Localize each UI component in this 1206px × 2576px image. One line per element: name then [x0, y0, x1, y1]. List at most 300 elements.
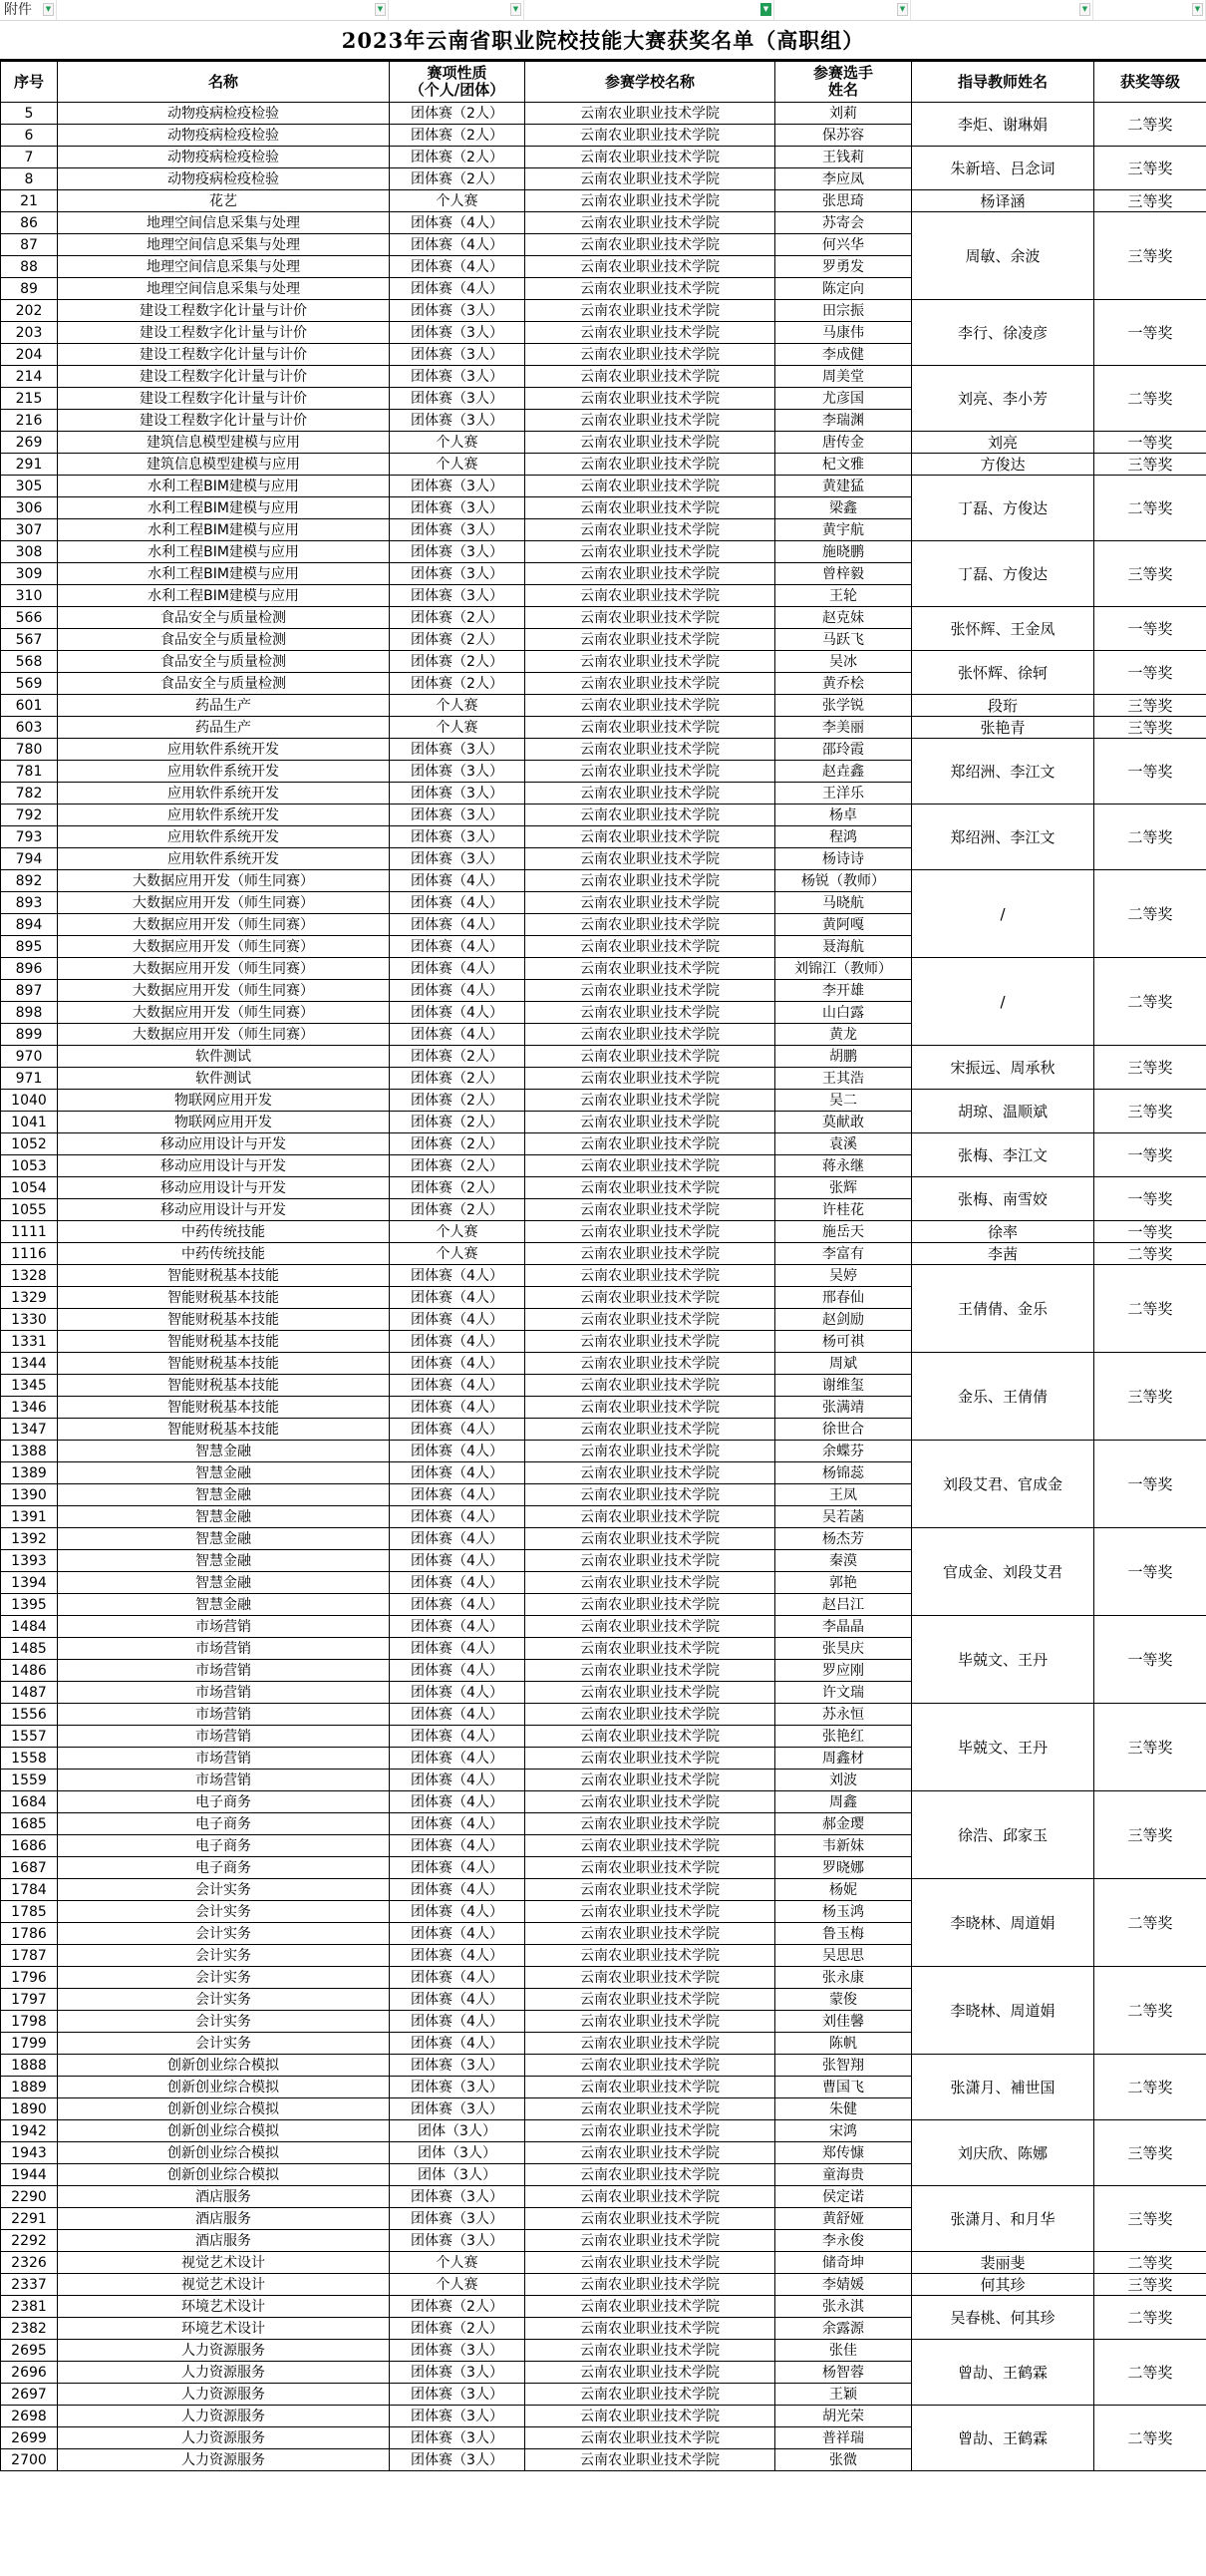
- cell-school[interactable]: 云南农业职业技术学院: [525, 344, 775, 366]
- cell-event-type[interactable]: 团体赛（4人）: [390, 1616, 525, 1638]
- cell-school[interactable]: 云南农业职业技术学院: [525, 190, 775, 212]
- cell-school[interactable]: 云南农业职业技术学院: [525, 1770, 775, 1791]
- cell-teacher[interactable]: 胡琼、温顺斌: [912, 1090, 1094, 1133]
- cell-event-name[interactable]: 市场营销: [58, 1660, 390, 1682]
- cell-index[interactable]: 1785: [1, 1901, 58, 1923]
- cell-index[interactable]: 1784: [1, 1879, 58, 1901]
- cell-index[interactable]: 1389: [1, 1462, 58, 1484]
- cell-contestant[interactable]: 黄建猛: [775, 476, 912, 497]
- cell-contestant[interactable]: 余露源: [775, 2318, 912, 2340]
- cell-teacher[interactable]: 张梅、南雪姣: [912, 1177, 1094, 1221]
- cell-school[interactable]: 云南农业职业技术学院: [525, 1419, 775, 1441]
- cell-school[interactable]: 云南农业职业技术学院: [525, 1309, 775, 1331]
- cell-event-name[interactable]: 会计实务: [58, 1879, 390, 1901]
- cell-event-type[interactable]: 团体赛（4人）: [390, 1901, 525, 1923]
- cell-event-type[interactable]: 团体赛（3人）: [390, 2208, 525, 2230]
- cell-school[interactable]: 云南农业职业技术学院: [525, 629, 775, 651]
- cell-event-type[interactable]: 团体赛（4人）: [390, 1857, 525, 1879]
- cell-school[interactable]: 云南农业职业技术学院: [525, 1441, 775, 1462]
- cell-event-name[interactable]: 酒店服务: [58, 2208, 390, 2230]
- cell-event-name[interactable]: 药品生产: [58, 717, 390, 739]
- cell-index[interactable]: 307: [1, 519, 58, 541]
- cell-index[interactable]: 2337: [1, 2274, 58, 2296]
- cell-contestant[interactable]: 徐世合: [775, 1419, 912, 1441]
- cell-event-type[interactable]: 团体赛（4人）: [390, 914, 525, 936]
- cell-school[interactable]: 云南农业职业技术学院: [525, 1791, 775, 1813]
- cell-event-type[interactable]: 团体赛（4人）: [390, 1638, 525, 1660]
- cell-school[interactable]: 云南农业职业技术学院: [525, 2427, 775, 2449]
- cell-event-name[interactable]: 动物疫病检疫检验: [58, 168, 390, 190]
- cell-event-name[interactable]: 智慧金融: [58, 1506, 390, 1528]
- cell-contestant[interactable]: 王其浩: [775, 1068, 912, 1090]
- cell-award[interactable]: 三等奖: [1094, 2186, 1206, 2252]
- cell-school[interactable]: 云南农业职业技术学院: [525, 870, 775, 892]
- cell-event-name[interactable]: 智能财税基本技能: [58, 1353, 390, 1375]
- cell-contestant[interactable]: 张佳: [775, 2340, 912, 2362]
- cell-contestant[interactable]: 黄龙: [775, 1024, 912, 1046]
- filter-dropdown-icon[interactable]: ▼: [510, 3, 521, 16]
- cell-event-name[interactable]: 环境艺术设计: [58, 2318, 390, 2340]
- cell-event-name[interactable]: 市场营销: [58, 1616, 390, 1638]
- cell-event-name[interactable]: 电子商务: [58, 1857, 390, 1879]
- cell-contestant[interactable]: 张智翔: [775, 2055, 912, 2077]
- cell-teacher[interactable]: 毕兢文、王丹: [912, 1616, 1094, 1704]
- cell-contestant[interactable]: 田宗振: [775, 300, 912, 322]
- cell-contestant[interactable]: 张辉: [775, 1177, 912, 1199]
- cell-event-name[interactable]: 水利工程BIM建模与应用: [58, 476, 390, 497]
- cell-teacher[interactable]: 郑绍洲、李江文: [912, 805, 1094, 870]
- cell-teacher[interactable]: 金乐、王倩倩: [912, 1353, 1094, 1441]
- cell-index[interactable]: 21: [1, 190, 58, 212]
- cell-event-type[interactable]: 个人赛: [390, 2252, 525, 2274]
- cell-school[interactable]: 云南农业职业技术学院: [525, 2033, 775, 2055]
- cell-index[interactable]: 2290: [1, 2186, 58, 2208]
- cell-event-name[interactable]: 动物疫病检疫检验: [58, 125, 390, 147]
- cell-school[interactable]: 云南农业职业技术学院: [525, 300, 775, 322]
- cell-school[interactable]: 云南农业职业技术学院: [525, 519, 775, 541]
- cell-award[interactable]: 二等奖: [1094, 2406, 1206, 2471]
- cell-teacher[interactable]: 毕兢文、王丹: [912, 1704, 1094, 1791]
- cell-contestant[interactable]: 邢春仙: [775, 1287, 912, 1309]
- cell-contestant[interactable]: 周斌: [775, 1353, 912, 1375]
- cell-contestant[interactable]: 童海贵: [775, 2164, 912, 2186]
- cell-award[interactable]: 二等奖: [1094, 870, 1206, 958]
- cell-event-name[interactable]: 移动应用设计与开发: [58, 1155, 390, 1177]
- cell-event-name[interactable]: 创新创业综合模拟: [58, 2077, 390, 2098]
- cell-event-type[interactable]: 团体赛（4人）: [390, 870, 525, 892]
- cell-event-type[interactable]: 团体赛（4人）: [390, 1594, 525, 1616]
- cell-event-name[interactable]: 食品安全与质量检测: [58, 607, 390, 629]
- cell-index[interactable]: 970: [1, 1046, 58, 1068]
- cell-award[interactable]: 二等奖: [1094, 2340, 1206, 2406]
- cell-event-type[interactable]: 团体赛（3人）: [390, 541, 525, 563]
- cell-contestant[interactable]: 陈帆: [775, 2033, 912, 2055]
- cell-event-name[interactable]: 创新创业综合模拟: [58, 2055, 390, 2077]
- cell-school[interactable]: 云南农业职业技术学院: [525, 2318, 775, 2340]
- cell-school[interactable]: 云南农业职业技术学院: [525, 1002, 775, 1024]
- cell-event-type[interactable]: 团体赛（4人）: [390, 1419, 525, 1441]
- cell-contestant[interactable]: 杞文雅: [775, 454, 912, 476]
- cell-award[interactable]: 二等奖: [1094, 2296, 1206, 2340]
- cell-index[interactable]: 86: [1, 212, 58, 234]
- cell-school[interactable]: 云南农业职业技术学院: [525, 1660, 775, 1682]
- cell-event-name[interactable]: 环境艺术设计: [58, 2296, 390, 2318]
- cell-event-name[interactable]: 会计实务: [58, 1967, 390, 1989]
- cell-event-name[interactable]: 市场营销: [58, 1770, 390, 1791]
- cell-event-type[interactable]: 团体赛（2人）: [390, 651, 525, 673]
- cell-contestant[interactable]: 许文瑞: [775, 1682, 912, 1704]
- cell-event-type[interactable]: 团体赛（4人）: [390, 1923, 525, 1945]
- cell-teacher[interactable]: 方俊达: [912, 454, 1094, 476]
- cell-event-name[interactable]: 水利工程BIM建模与应用: [58, 563, 390, 585]
- cell-index[interactable]: 899: [1, 1024, 58, 1046]
- cell-index[interactable]: 1394: [1, 1572, 58, 1594]
- cell-event-name[interactable]: 会计实务: [58, 1901, 390, 1923]
- cell-event-type[interactable]: 团体赛（3人）: [390, 2186, 525, 2208]
- cell-event-type[interactable]: 团体赛（4人）: [390, 2033, 525, 2055]
- cell-event-name[interactable]: 创新创业综合模拟: [58, 2120, 390, 2142]
- cell-event-type[interactable]: 个人赛: [390, 190, 525, 212]
- cell-event-name[interactable]: 智能财税基本技能: [58, 1419, 390, 1441]
- cell-event-type[interactable]: 团体赛（4人）: [390, 1484, 525, 1506]
- cell-index[interactable]: 896: [1, 958, 58, 980]
- filter-active-icon[interactable]: ▼: [760, 3, 771, 16]
- cell-event-name[interactable]: 创新创业综合模拟: [58, 2142, 390, 2164]
- cell-teacher[interactable]: 李茜: [912, 1243, 1094, 1265]
- cell-school[interactable]: 云南农业职业技术学院: [525, 1112, 775, 1133]
- cell-event-type[interactable]: 团体赛（3人）: [390, 805, 525, 826]
- cell-event-name[interactable]: 建设工程数字化计量与计价: [58, 322, 390, 344]
- cell-event-type[interactable]: 团体（3人）: [390, 2120, 525, 2142]
- cell-index[interactable]: 8: [1, 168, 58, 190]
- cell-event-type[interactable]: 团体赛（4人）: [390, 980, 525, 1002]
- cell-event-type[interactable]: 团体赛（3人）: [390, 2362, 525, 2384]
- cell-school[interactable]: 云南农业职业技术学院: [525, 1879, 775, 1901]
- cell-contestant[interactable]: 施岳天: [775, 1221, 912, 1243]
- cell-event-name[interactable]: 大数据应用开发（师生同赛）: [58, 914, 390, 936]
- cell-school[interactable]: 云南农业职业技术学院: [525, 1682, 775, 1704]
- cell-award[interactable]: 二等奖: [1094, 1967, 1206, 2055]
- cell-contestant[interactable]: 罗应刚: [775, 1660, 912, 1682]
- cell-teacher[interactable]: 王倩倩、金乐: [912, 1265, 1094, 1353]
- cell-event-type[interactable]: 团体赛（4人）: [390, 1002, 525, 1024]
- cell-contestant[interactable]: 王钱莉: [775, 147, 912, 168]
- cell-event-name[interactable]: 智能财税基本技能: [58, 1287, 390, 1309]
- cell-event-type[interactable]: 团体赛（4人）: [390, 1550, 525, 1572]
- cell-event-type[interactable]: 团体赛（2人）: [390, 103, 525, 125]
- cell-event-name[interactable]: 智慧金融: [58, 1550, 390, 1572]
- cell-school[interactable]: 云南农业职业技术学院: [525, 1528, 775, 1550]
- cell-event-name[interactable]: 动物疫病检疫检验: [58, 103, 390, 125]
- cell-event-type[interactable]: 团体赛（2人）: [390, 125, 525, 147]
- cell-index[interactable]: 781: [1, 761, 58, 783]
- cell-event-type[interactable]: 团体赛（2人）: [390, 2296, 525, 2318]
- cell-event-type[interactable]: 团体赛（3人）: [390, 344, 525, 366]
- cell-event-name[interactable]: 大数据应用开发（师生同赛）: [58, 870, 390, 892]
- cell-contestant[interactable]: 聂海航: [775, 936, 912, 958]
- cell-award[interactable]: 一等奖: [1094, 432, 1206, 454]
- cell-event-type[interactable]: 团体赛（4人）: [390, 936, 525, 958]
- cell-index[interactable]: 1329: [1, 1287, 58, 1309]
- cell-school[interactable]: 云南农业职业技术学院: [525, 2296, 775, 2318]
- cell-index[interactable]: 7: [1, 147, 58, 168]
- cell-event-name[interactable]: 建设工程数字化计量与计价: [58, 366, 390, 388]
- cell-school[interactable]: 云南农业职业技术学院: [525, 454, 775, 476]
- cell-index[interactable]: 1556: [1, 1704, 58, 1726]
- cell-event-name[interactable]: 建筑信息模型建模与应用: [58, 454, 390, 476]
- cell-event-type[interactable]: 团体赛（4人）: [390, 1682, 525, 1704]
- cell-contestant[interactable]: 刘锦江（教师）: [775, 958, 912, 980]
- cell-contestant[interactable]: 张满靖: [775, 1397, 912, 1419]
- cell-contestant[interactable]: 张永康: [775, 1967, 912, 1989]
- cell-school[interactable]: 云南农业职业技术学院: [525, 1813, 775, 1835]
- cell-school[interactable]: 云南农业职业技术学院: [525, 563, 775, 585]
- cell-event-name[interactable]: 中药传统技能: [58, 1221, 390, 1243]
- cell-contestant[interactable]: 张微: [775, 2449, 912, 2471]
- cell-event-type[interactable]: 团体赛（3人）: [390, 783, 525, 805]
- cell-index[interactable]: 1890: [1, 2098, 58, 2120]
- cell-event-type[interactable]: 团体赛（2人）: [390, 1133, 525, 1155]
- cell-school[interactable]: 云南农业职业技术学院: [525, 2384, 775, 2406]
- cell-event-type[interactable]: 个人赛: [390, 2274, 525, 2296]
- cell-event-type[interactable]: 团体赛（4人）: [390, 1309, 525, 1331]
- cell-school[interactable]: 云南农业职业技术学院: [525, 914, 775, 936]
- cell-event-name[interactable]: 智慧金融: [58, 1594, 390, 1616]
- cell-award[interactable]: 二等奖: [1094, 2252, 1206, 2274]
- cell-event-type[interactable]: 团体赛（2人）: [390, 147, 525, 168]
- cell-school[interactable]: 云南农业职业技术学院: [525, 2142, 775, 2164]
- cell-contestant[interactable]: 郑传慷: [775, 2142, 912, 2164]
- cell-teacher[interactable]: 李行、徐凌彦: [912, 300, 1094, 366]
- cell-school[interactable]: 云南农业职业技术学院: [525, 2208, 775, 2230]
- cell-contestant[interactable]: 马晓航: [775, 892, 912, 914]
- cell-index[interactable]: 1484: [1, 1616, 58, 1638]
- cell-school[interactable]: 云南农业职业技术学院: [525, 212, 775, 234]
- cell-event-type[interactable]: 团体赛（3人）: [390, 519, 525, 541]
- cell-event-name[interactable]: 花艺: [58, 190, 390, 212]
- cell-award[interactable]: 一等奖: [1094, 1528, 1206, 1616]
- cell-index[interactable]: 204: [1, 344, 58, 366]
- cell-teacher[interactable]: 郑绍洲、李江文: [912, 739, 1094, 805]
- cell-event-type[interactable]: 团体赛（4人）: [390, 1024, 525, 1046]
- cell-school[interactable]: 云南农业职业技术学院: [525, 1484, 775, 1506]
- cell-contestant[interactable]: 黄舒娅: [775, 2208, 912, 2230]
- cell-index[interactable]: 780: [1, 739, 58, 761]
- cell-contestant[interactable]: 王轮: [775, 585, 912, 607]
- cell-school[interactable]: 云南农业职业技术学院: [525, 1857, 775, 1879]
- cell-event-name[interactable]: 大数据应用开发（师生同赛）: [58, 1002, 390, 1024]
- cell-index[interactable]: 269: [1, 432, 58, 454]
- cell-index[interactable]: 2381: [1, 2296, 58, 2318]
- cell-event-name[interactable]: 应用软件系统开发: [58, 761, 390, 783]
- cell-teacher[interactable]: 张艳青: [912, 717, 1094, 739]
- cell-contestant[interactable]: 周鑫: [775, 1791, 912, 1813]
- cell-index[interactable]: 567: [1, 629, 58, 651]
- cell-school[interactable]: 云南农业职业技术学院: [525, 2077, 775, 2098]
- cell-award[interactable]: 三等奖: [1094, 1791, 1206, 1879]
- cell-contestant[interactable]: 赵吕江: [775, 1594, 912, 1616]
- cell-index[interactable]: 1345: [1, 1375, 58, 1397]
- cell-school[interactable]: 云南农业职业技术学院: [525, 980, 775, 1002]
- cell-index[interactable]: 6: [1, 125, 58, 147]
- cell-award[interactable]: 二等奖: [1094, 805, 1206, 870]
- cell-event-name[interactable]: 智能财税基本技能: [58, 1309, 390, 1331]
- cell-teacher[interactable]: 曾劼、王鹤霖: [912, 2406, 1094, 2471]
- cell-school[interactable]: 云南农业职业技术学院: [525, 1177, 775, 1199]
- cell-school[interactable]: 云南农业职业技术学院: [525, 1265, 775, 1287]
- cell-contestant[interactable]: 张艳红: [775, 1726, 912, 1748]
- cell-index[interactable]: 1111: [1, 1221, 58, 1243]
- cell-event-type[interactable]: 团体赛（4人）: [390, 234, 525, 256]
- cell-teacher[interactable]: 刘亮: [912, 432, 1094, 454]
- cell-contestant[interactable]: 杨锦蕊: [775, 1462, 912, 1484]
- cell-school[interactable]: 云南农业职业技术学院: [525, 695, 775, 717]
- cell-award[interactable]: 一等奖: [1094, 739, 1206, 805]
- cell-award[interactable]: 三等奖: [1094, 2120, 1206, 2186]
- cell-event-name[interactable]: 智能财税基本技能: [58, 1331, 390, 1353]
- cell-event-name[interactable]: 会计实务: [58, 2011, 390, 2033]
- cell-index[interactable]: 1798: [1, 2011, 58, 2033]
- cell-index[interactable]: 87: [1, 234, 58, 256]
- cell-event-name[interactable]: 动物疫病检疫检验: [58, 147, 390, 168]
- cell-award[interactable]: 一等奖: [1094, 1616, 1206, 1704]
- cell-award[interactable]: 一等奖: [1094, 1177, 1206, 1221]
- cell-school[interactable]: 云南农业职业技术学院: [525, 848, 775, 870]
- cell-index[interactable]: 2696: [1, 2362, 58, 2384]
- cell-index[interactable]: 305: [1, 476, 58, 497]
- cell-event-type[interactable]: 个人赛: [390, 432, 525, 454]
- cell-contestant[interactable]: 吴若菡: [775, 1506, 912, 1528]
- cell-event-type[interactable]: 团体赛（2人）: [390, 1199, 525, 1221]
- cell-index[interactable]: 1787: [1, 1945, 58, 1967]
- cell-event-name[interactable]: 会计实务: [58, 2033, 390, 2055]
- cell-school[interactable]: 云南农业职业技术学院: [525, 278, 775, 300]
- cell-event-type[interactable]: 团体赛（2人）: [390, 673, 525, 695]
- cell-contestant[interactable]: 李晶晶: [775, 1616, 912, 1638]
- cell-index[interactable]: 568: [1, 651, 58, 673]
- cell-event-type[interactable]: 团体赛（4人）: [390, 1528, 525, 1550]
- cell-event-name[interactable]: 药品生产: [58, 695, 390, 717]
- cell-event-name[interactable]: 物联网应用开发: [58, 1112, 390, 1133]
- cell-school[interactable]: 云南农业职业技术学院: [525, 1199, 775, 1221]
- cell-index[interactable]: 1395: [1, 1594, 58, 1616]
- cell-school[interactable]: 云南农业职业技术学院: [525, 717, 775, 739]
- cell-school[interactable]: 云南农业职业技术学院: [525, 1353, 775, 1375]
- filter-dropdown-icon[interactable]: ▼: [43, 3, 54, 16]
- cell-school[interactable]: 云南农业职业技术学院: [525, 2274, 775, 2296]
- cell-award[interactable]: 三等奖: [1094, 717, 1206, 739]
- cell-contestant[interactable]: 李应凤: [775, 168, 912, 190]
- cell-event-type[interactable]: 团体（3人）: [390, 2142, 525, 2164]
- cell-event-type[interactable]: 团体赛（2人）: [390, 1068, 525, 1090]
- cell-event-name[interactable]: 视觉艺术设计: [58, 2274, 390, 2296]
- cell-contestant[interactable]: 杨卓: [775, 805, 912, 826]
- cell-school[interactable]: 云南农业职业技术学院: [525, 783, 775, 805]
- cell-event-name[interactable]: 人力资源服务: [58, 2362, 390, 2384]
- cell-index[interactable]: 2700: [1, 2449, 58, 2471]
- cell-contestant[interactable]: 黄阿嘎: [775, 914, 912, 936]
- cell-index[interactable]: 794: [1, 848, 58, 870]
- cell-contestant[interactable]: 梁鑫: [775, 497, 912, 519]
- cell-event-name[interactable]: 市场营销: [58, 1704, 390, 1726]
- cell-event-name[interactable]: 水利工程BIM建模与应用: [58, 497, 390, 519]
- cell-event-name[interactable]: 水利工程BIM建模与应用: [58, 541, 390, 563]
- cell-event-name[interactable]: 建设工程数字化计量与计价: [58, 344, 390, 366]
- cell-event-name[interactable]: 智慧金融: [58, 1462, 390, 1484]
- cell-award[interactable]: 三等奖: [1094, 541, 1206, 607]
- cell-school[interactable]: 云南农业职业技术学院: [525, 2164, 775, 2186]
- cell-school[interactable]: 云南农业职业技术学院: [525, 256, 775, 278]
- cell-index[interactable]: 1558: [1, 1748, 58, 1770]
- cell-event-type[interactable]: 团体赛（2人）: [390, 1112, 525, 1133]
- cell-teacher[interactable]: 李晓林、周道娟: [912, 1967, 1094, 2055]
- cell-event-type[interactable]: 个人赛: [390, 1243, 525, 1265]
- cell-teacher[interactable]: 刘亮、李小芳: [912, 366, 1094, 432]
- cell-event-type[interactable]: 团体赛（4人）: [390, 1748, 525, 1770]
- cell-award[interactable]: 一等奖: [1094, 607, 1206, 651]
- cell-index[interactable]: 1040: [1, 1090, 58, 1112]
- cell-award[interactable]: 三等奖: [1094, 1046, 1206, 1090]
- cell-event-type[interactable]: 团体赛（3人）: [390, 388, 525, 410]
- cell-school[interactable]: 云南农业职业技术学院: [525, 1397, 775, 1419]
- cell-school[interactable]: 云南农业职业技术学院: [525, 2055, 775, 2077]
- cell-index[interactable]: 782: [1, 783, 58, 805]
- cell-contestant[interactable]: 朱健: [775, 2098, 912, 2120]
- cell-contestant[interactable]: 杨锐（教师）: [775, 870, 912, 892]
- cell-teacher[interactable]: 张怀辉、徐轲: [912, 651, 1094, 695]
- cell-teacher[interactable]: 丁磊、方俊达: [912, 541, 1094, 607]
- cell-event-type[interactable]: 团体赛（3人）: [390, 2384, 525, 2406]
- cell-contestant[interactable]: 李成健: [775, 344, 912, 366]
- cell-contestant[interactable]: 韦新妹: [775, 1835, 912, 1857]
- cell-event-type[interactable]: 团体赛（4人）: [390, 1879, 525, 1901]
- cell-school[interactable]: 云南农业职业技术学院: [525, 1287, 775, 1309]
- cell-contestant[interactable]: 余蝶芬: [775, 1441, 912, 1462]
- cell-event-type[interactable]: 团体赛（4人）: [390, 1353, 525, 1375]
- cell-school[interactable]: 云南农业职业技术学院: [525, 1024, 775, 1046]
- cell-index[interactable]: 1041: [1, 1112, 58, 1133]
- cell-index[interactable]: 1055: [1, 1199, 58, 1221]
- cell-index[interactable]: 216: [1, 410, 58, 432]
- cell-teacher[interactable]: 李炬、谢琳娟: [912, 103, 1094, 147]
- cell-teacher[interactable]: 吴春桃、何其珍: [912, 2296, 1094, 2340]
- cell-index[interactable]: 2695: [1, 2340, 58, 2362]
- cell-contestant[interactable]: 程鸿: [775, 826, 912, 848]
- cell-teacher[interactable]: 周敏、余波: [912, 212, 1094, 300]
- cell-contestant[interactable]: 尤彦国: [775, 388, 912, 410]
- cell-index[interactable]: 2697: [1, 2384, 58, 2406]
- cell-school[interactable]: 云南农业职业技术学院: [525, 1046, 775, 1068]
- cell-event-name[interactable]: 人力资源服务: [58, 2427, 390, 2449]
- cell-contestant[interactable]: 吴思思: [775, 1945, 912, 1967]
- cell-event-type[interactable]: 团体赛（3人）: [390, 300, 525, 322]
- cell-event-name[interactable]: 地理空间信息采集与处理: [58, 256, 390, 278]
- cell-award[interactable]: 一等奖: [1094, 300, 1206, 366]
- cell-school[interactable]: 云南农业职业技术学院: [525, 1989, 775, 2011]
- cell-school[interactable]: 云南农业职业技术学院: [525, 1572, 775, 1594]
- cell-event-type[interactable]: 个人赛: [390, 717, 525, 739]
- cell-award[interactable]: 二等奖: [1094, 476, 1206, 541]
- cell-contestant[interactable]: 谢维玺: [775, 1375, 912, 1397]
- cell-index[interactable]: 1942: [1, 2120, 58, 2142]
- cell-contestant[interactable]: 吴冰: [775, 651, 912, 673]
- cell-event-name[interactable]: 大数据应用开发（师生同赛）: [58, 980, 390, 1002]
- cell-contestant[interactable]: 保苏容: [775, 125, 912, 147]
- cell-event-name[interactable]: 应用软件系统开发: [58, 848, 390, 870]
- cell-index[interactable]: 1391: [1, 1506, 58, 1528]
- cell-contestant[interactable]: 刘波: [775, 1770, 912, 1791]
- cell-event-name[interactable]: 创新创业综合模拟: [58, 2164, 390, 2186]
